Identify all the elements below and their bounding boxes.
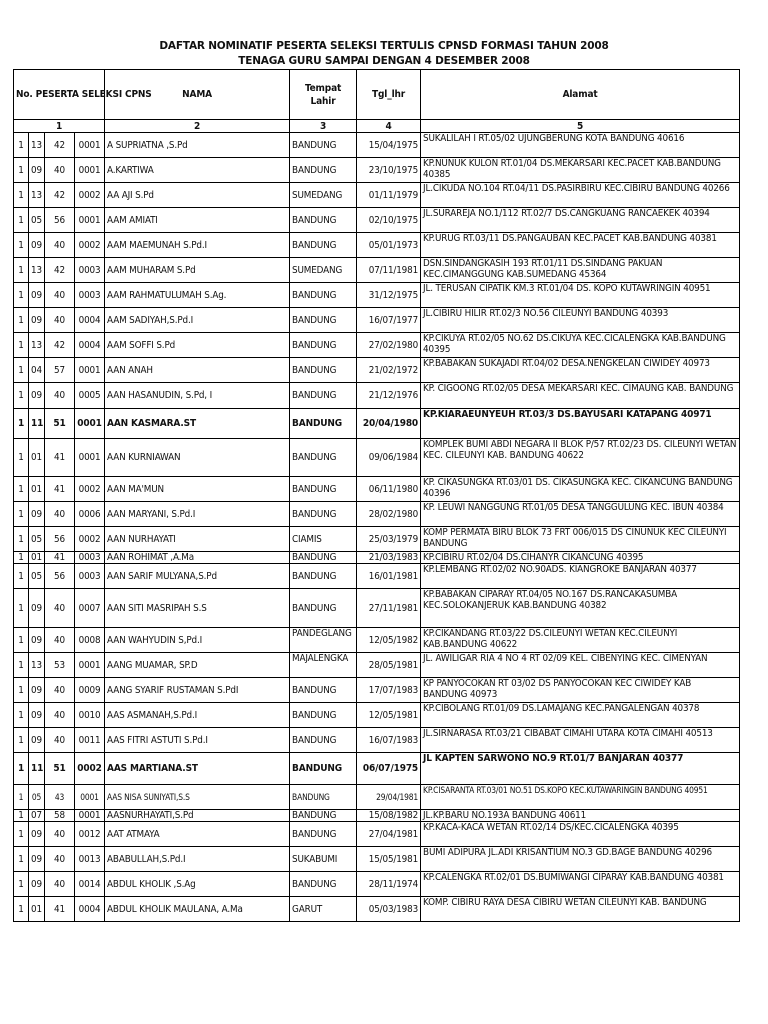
number-part-3: 57 bbox=[45, 358, 75, 383]
number-part-3: 42 bbox=[45, 258, 75, 283]
name-cell: AAS ASMANAH,S.Pd.I bbox=[105, 703, 290, 728]
number-part-4: 0001 bbox=[75, 208, 105, 233]
number-part-1: 1 bbox=[14, 847, 29, 872]
name-cell: ABDUL KHOLIK ,S.Ag bbox=[105, 872, 290, 897]
number-part-4: 0013 bbox=[75, 847, 105, 872]
name-cell: AASNURHAYATI,S.Pd bbox=[105, 810, 290, 822]
number-part-1: 1 bbox=[14, 502, 29, 527]
number-part-4: 0001 bbox=[75, 439, 105, 477]
birthplace-cell: MAJALENGKA bbox=[290, 653, 357, 678]
address-cell: KP.BABAKAN CIPARAY RT.04/05 NO.167 DS.RANCAKASUMBA KEC.SOLOKANJERUK KAB.BANDUNG 40382 bbox=[421, 589, 740, 628]
number-part-3: 53 bbox=[45, 653, 75, 678]
number-part-4: 0001 bbox=[75, 810, 105, 822]
name-cell: AANG SYARIF RUSTAMAN S.PdI bbox=[105, 678, 290, 703]
number-part-4: 0001 bbox=[75, 409, 105, 439]
number-part-1: 1 bbox=[14, 233, 29, 258]
address-cell: KP. CIGOONG RT.02/05 DESA MEKARSARI KEC. CIMAUNG KAB. BANDUNG bbox=[421, 383, 740, 409]
birthdate-cell: 09/06/1984 bbox=[357, 439, 421, 477]
number-part-1: 1 bbox=[14, 785, 29, 810]
column-number: 3 bbox=[290, 120, 357, 133]
birthdate-cell: 16/07/1983 bbox=[357, 728, 421, 753]
name-cell: AAM MUHARAM S.Pd bbox=[105, 258, 290, 283]
column-number: 2 bbox=[105, 120, 290, 133]
number-part-2: 13 bbox=[29, 133, 45, 158]
address-cell: KP.CIBIRU RT.02/04 DS.CIHANYR CIKANCUNG 40395 bbox=[421, 552, 740, 564]
address-cell: KP.CIKUYA RT.02/05 NO.62 DS.CIKUYA KEC.CICALENGKA KAB.BANDUNG 40395 bbox=[421, 333, 740, 358]
birthdate-cell: 05/01/1973 bbox=[357, 233, 421, 258]
birthdate-cell: 07/11/1981 bbox=[357, 258, 421, 283]
number-part-1: 1 bbox=[14, 208, 29, 233]
address-cell: JL.CIBIRU HILIR RT.02/3 NO.56 CILEUNYI BANDUNG 40393 bbox=[421, 308, 740, 333]
number-part-3: 42 bbox=[45, 133, 75, 158]
birthdate-cell: 29/04/1981 bbox=[357, 785, 421, 810]
name-cell: AAS MARTIANA.ST bbox=[105, 753, 290, 785]
number-part-1: 1 bbox=[14, 158, 29, 183]
number-part-3: 40 bbox=[45, 628, 75, 653]
number-part-2: 09 bbox=[29, 383, 45, 409]
number-part-3: 40 bbox=[45, 822, 75, 847]
address-cell: KOMP PERMATA BIRU BLOK 73 FRT 006/015 DS CINUNUK KEC CILEUNYI BANDUNG bbox=[421, 527, 740, 552]
birthplace-cell: BANDUNG bbox=[290, 133, 357, 158]
number-part-1: 1 bbox=[14, 703, 29, 728]
address-cell: BUMI ADIPURA JL.ADI KRISANTIUM NO.3 GD.BAGE BANDUNG 40296 bbox=[421, 847, 740, 872]
birthplace-cell: BANDUNG bbox=[290, 208, 357, 233]
number-part-3: 41 bbox=[45, 552, 75, 564]
number-part-2: 09 bbox=[29, 628, 45, 653]
birthplace-cell: BANDUNG bbox=[290, 728, 357, 753]
number-part-2: 05 bbox=[29, 527, 45, 552]
address-cell: KP.BABAKAN SUKAJADI RT.04/02 DESA.NENGKELAN CIWIDEY 40973 bbox=[421, 358, 740, 383]
number-part-2: 01 bbox=[29, 897, 45, 922]
number-part-3: 42 bbox=[45, 183, 75, 208]
number-part-1: 1 bbox=[14, 439, 29, 477]
address-cell: KP.URUG RT.03/11 DS.PANGAUBAN KEC.PACET KAB.BANDUNG 40381 bbox=[421, 233, 740, 258]
name-cell: AAN ANAH bbox=[105, 358, 290, 383]
table-row bbox=[14, 183, 740, 208]
number-part-4: 0001 bbox=[75, 785, 105, 810]
birthplace-cell: BANDUNG bbox=[290, 333, 357, 358]
header-nama: NAMA bbox=[105, 70, 290, 120]
column-number: 1 bbox=[14, 120, 105, 133]
name-cell: AA AJI S.Pd bbox=[105, 183, 290, 208]
number-part-2: 01 bbox=[29, 552, 45, 564]
number-part-1: 1 bbox=[14, 810, 29, 822]
birthdate-cell: 21/12/1976 bbox=[357, 383, 421, 409]
birthplace-cell: BANDUNG bbox=[290, 872, 357, 897]
number-part-2: 09 bbox=[29, 308, 45, 333]
number-part-2: 09 bbox=[29, 872, 45, 897]
number-part-4: 0002 bbox=[75, 183, 105, 208]
number-part-2: 01 bbox=[29, 439, 45, 477]
birthplace-cell: BANDUNG bbox=[290, 477, 357, 502]
table-row bbox=[14, 383, 740, 409]
name-cell: AAM AMIATI bbox=[105, 208, 290, 233]
name-cell: AAN KASMARA.ST bbox=[105, 409, 290, 439]
table-row bbox=[14, 233, 740, 258]
table-row bbox=[14, 785, 740, 810]
column-number: 4 bbox=[357, 120, 421, 133]
birthdate-cell: 28/05/1981 bbox=[357, 653, 421, 678]
number-part-2: 13 bbox=[29, 183, 45, 208]
table-row bbox=[14, 552, 740, 564]
address-cell: JL. TERUSAN CIPATIK KM.3 RT.01/04 DS. KOPO KUTAWRINGIN 40951 bbox=[421, 283, 740, 308]
number-part-3: 56 bbox=[45, 208, 75, 233]
number-part-2: 13 bbox=[29, 653, 45, 678]
number-part-3: 40 bbox=[45, 589, 75, 628]
number-part-4: 0012 bbox=[75, 822, 105, 847]
birthdate-cell: 16/07/1977 bbox=[357, 308, 421, 333]
number-part-4: 0001 bbox=[75, 158, 105, 183]
number-part-1: 1 bbox=[14, 133, 29, 158]
number-part-2: 04 bbox=[29, 358, 45, 383]
number-part-2: 11 bbox=[29, 409, 45, 439]
number-part-4: 0008 bbox=[75, 628, 105, 653]
number-part-4: 0014 bbox=[75, 872, 105, 897]
birthplace-cell: BANDUNG bbox=[290, 283, 357, 308]
number-part-3: 40 bbox=[45, 678, 75, 703]
number-part-4: 0001 bbox=[75, 653, 105, 678]
number-part-3: 40 bbox=[45, 703, 75, 728]
birthdate-cell: 15/08/1982 bbox=[357, 810, 421, 822]
table-row bbox=[14, 589, 740, 628]
header-alamat: Alamat bbox=[421, 70, 740, 120]
number-part-3: 40 bbox=[45, 847, 75, 872]
number-part-2: 13 bbox=[29, 258, 45, 283]
number-part-3: 40 bbox=[45, 383, 75, 409]
table-row bbox=[14, 897, 740, 922]
address-cell: JL.KP.BARU NO.193A BANDUNG 40611 bbox=[421, 810, 740, 822]
number-part-3: 41 bbox=[45, 897, 75, 922]
number-part-4: 0002 bbox=[75, 527, 105, 552]
birthplace-cell: BANDUNG bbox=[290, 439, 357, 477]
birthplace-cell: BANDUNG bbox=[290, 502, 357, 527]
birthdate-cell: 06/07/1975 bbox=[357, 753, 421, 785]
birthplace-cell: PANDEGLANG bbox=[290, 628, 357, 653]
number-part-1: 1 bbox=[14, 409, 29, 439]
number-part-1: 1 bbox=[14, 589, 29, 628]
number-part-1: 1 bbox=[14, 358, 29, 383]
number-part-4: 0004 bbox=[75, 308, 105, 333]
number-part-4: 0002 bbox=[75, 233, 105, 258]
name-cell: AAS NISA SUNIYATI,S.S bbox=[105, 785, 290, 810]
number-part-4: 0001 bbox=[75, 133, 105, 158]
name-cell: AAN ROHIMAT ,A.Ma bbox=[105, 552, 290, 564]
number-part-2: 09 bbox=[29, 728, 45, 753]
address-cell: JL. AWILIGAR RIA 4 NO 4 RT 02/09 KEL. CIBENYING KEC. CIMENYAN bbox=[421, 653, 740, 678]
table-row bbox=[14, 439, 740, 477]
number-part-1: 1 bbox=[14, 728, 29, 753]
number-part-2: 09 bbox=[29, 233, 45, 258]
number-part-1: 1 bbox=[14, 308, 29, 333]
address-cell: JL.CIKUDA NO.104 RT.04/11 DS.PASIRBIRU KEC.CIBIRU BANDUNG 40266 bbox=[421, 183, 740, 208]
header-row bbox=[14, 70, 740, 120]
name-cell: A.KARTIWA bbox=[105, 158, 290, 183]
table-row bbox=[14, 358, 740, 383]
name-cell: AAN SITI MASRIPAH S.S bbox=[105, 589, 290, 628]
number-part-4: 0002 bbox=[75, 477, 105, 502]
birthplace-cell: SUMEDANG bbox=[290, 183, 357, 208]
number-part-1: 1 bbox=[14, 822, 29, 847]
table-row bbox=[14, 502, 740, 527]
table-row bbox=[14, 133, 740, 158]
address-cell: KP.KIARAEUNYEUH RT.03/3 DS.BAYUSARI KATAPANG 40971 bbox=[421, 409, 740, 439]
number-part-3: 56 bbox=[45, 527, 75, 552]
table-row bbox=[14, 308, 740, 333]
birthdate-cell: 12/05/1982 bbox=[357, 628, 421, 653]
birthplace-cell: CIAMIS bbox=[290, 527, 357, 552]
birthdate-cell: 25/03/1979 bbox=[357, 527, 421, 552]
number-part-1: 1 bbox=[14, 258, 29, 283]
number-part-3: 40 bbox=[45, 283, 75, 308]
number-part-4: 0003 bbox=[75, 552, 105, 564]
number-part-1: 1 bbox=[14, 333, 29, 358]
birthplace-cell: BANDUNG bbox=[290, 552, 357, 564]
number-part-1: 1 bbox=[14, 628, 29, 653]
birthdate-cell: 06/11/1980 bbox=[357, 477, 421, 502]
birthplace-cell: GARUT bbox=[290, 897, 357, 922]
address-cell: KOMP. CIBIRU RAYA DESA CIBIRU WETAN CILEUNYI KAB. BANDUNG bbox=[421, 897, 740, 922]
number-part-1: 1 bbox=[14, 383, 29, 409]
address-cell: KP.CIBOLANG RT.01/09 DS.LAMAJANG KEC.PANGALENGAN 40378 bbox=[421, 703, 740, 728]
number-part-2: 09 bbox=[29, 502, 45, 527]
number-part-4: 0003 bbox=[75, 564, 105, 589]
birthdate-cell: 16/01/1981 bbox=[357, 564, 421, 589]
table-row bbox=[14, 477, 740, 502]
number-part-2: 01 bbox=[29, 477, 45, 502]
table-row bbox=[14, 678, 740, 703]
table-row bbox=[14, 753, 740, 785]
number-part-4: 0003 bbox=[75, 283, 105, 308]
number-part-1: 1 bbox=[14, 753, 29, 785]
number-part-2: 09 bbox=[29, 589, 45, 628]
address-cell: DSN.SINDANGKASIH 193 RT.01/11 DS.SINDANG PAKUAN KEC.CIMANGGUNG KAB.SUMEDANG 45364 bbox=[421, 258, 740, 283]
number-part-2: 05 bbox=[29, 208, 45, 233]
name-cell: AAN NURHAYATI bbox=[105, 527, 290, 552]
number-part-2: 07 bbox=[29, 810, 45, 822]
birthplace-cell: BANDUNG bbox=[290, 703, 357, 728]
header-tempat-lahir: Tempat Lahir bbox=[290, 70, 357, 120]
birthdate-cell: 17/07/1983 bbox=[357, 678, 421, 703]
table-row bbox=[14, 158, 740, 183]
name-cell: AAN HASANUDIN, S.Pd, I bbox=[105, 383, 290, 409]
number-part-2: 05 bbox=[29, 785, 45, 810]
table-row bbox=[14, 208, 740, 233]
birthplace-cell: SUMEDANG bbox=[290, 258, 357, 283]
number-part-1: 1 bbox=[14, 552, 29, 564]
table-row bbox=[14, 564, 740, 589]
number-part-4: 0004 bbox=[75, 897, 105, 922]
number-part-1: 1 bbox=[14, 653, 29, 678]
birthdate-cell: 21/03/1983 bbox=[357, 552, 421, 564]
number-part-4: 0009 bbox=[75, 678, 105, 703]
table-row bbox=[14, 333, 740, 358]
address-cell: KP.CIKANDANG RT.03/22 DS.CILEUNYI WETAN KEC.CILEUNYI KAB.BANDUNG 40622 bbox=[421, 628, 740, 653]
birthdate-cell: 20/04/1980 bbox=[357, 409, 421, 439]
name-cell: AAN SARIF MULYANA,S.Pd bbox=[105, 564, 290, 589]
number-part-3: 40 bbox=[45, 728, 75, 753]
birthplace-cell: BANDUNG bbox=[290, 233, 357, 258]
birthdate-cell: 15/05/1981 bbox=[357, 847, 421, 872]
number-part-3: 40 bbox=[45, 872, 75, 897]
name-cell: AAM MAEMUNAH S.Pd.I bbox=[105, 233, 290, 258]
number-part-1: 1 bbox=[14, 678, 29, 703]
name-cell: AAN MA'MUN bbox=[105, 477, 290, 502]
birthdate-cell: 02/10/1975 bbox=[357, 208, 421, 233]
number-part-3: 42 bbox=[45, 333, 75, 358]
address-cell: JL KAPTEN SARWONO NO.9 RT.01/7 BANJARAN 40377 bbox=[421, 753, 740, 785]
number-part-1: 1 bbox=[14, 564, 29, 589]
birthdate-cell: 23/10/1975 bbox=[357, 158, 421, 183]
birthdate-cell: 28/02/1980 bbox=[357, 502, 421, 527]
number-part-3: 40 bbox=[45, 502, 75, 527]
number-part-3: 58 bbox=[45, 810, 75, 822]
table-row bbox=[14, 409, 740, 439]
birthdate-cell: 27/11/1981 bbox=[357, 589, 421, 628]
name-cell: AAN KURNIAWAN bbox=[105, 439, 290, 477]
column-number-row bbox=[14, 120, 740, 133]
address-cell: KP.CALENGKA RT.02/01 DS.BUMIWANGI CIPARAY KAB.BANDUNG 40381 bbox=[421, 872, 740, 897]
name-cell: AAS FITRI ASTUTI S.Pd.I bbox=[105, 728, 290, 753]
number-part-2: 09 bbox=[29, 678, 45, 703]
birthplace-cell: BANDUNG bbox=[290, 409, 357, 439]
number-part-3: 40 bbox=[45, 308, 75, 333]
number-part-4: 0005 bbox=[75, 383, 105, 409]
address-cell: KP.KACA-KACA WETAN RT.02/14 DS/KEC.CICALENGKA 40395 bbox=[421, 822, 740, 847]
birthplace-cell: BANDUNG bbox=[290, 308, 357, 333]
table-row bbox=[14, 283, 740, 308]
number-part-3: 41 bbox=[45, 477, 75, 502]
birthplace-cell: BANDUNG bbox=[290, 678, 357, 703]
number-part-3: 51 bbox=[45, 753, 75, 785]
birthplace-cell: BANDUNG bbox=[290, 822, 357, 847]
document-title: DAFTAR NOMINATIF PESERTA SELEKSI TERTULIS CPNSD FORMASI TAHUN 2008 bbox=[159, 40, 609, 52]
birthplace-cell: BANDUNG bbox=[290, 358, 357, 383]
number-part-3: 43 bbox=[45, 785, 75, 810]
birthdate-cell: 21/02/1972 bbox=[357, 358, 421, 383]
birthplace-cell: BANDUNG bbox=[290, 589, 357, 628]
column-number: 5 bbox=[421, 120, 740, 133]
number-part-4: 0006 bbox=[75, 502, 105, 527]
name-cell: AAM SADIYAH,S.Pd.I bbox=[105, 308, 290, 333]
name-cell: AAN WAHYUDIN S,Pd.I bbox=[105, 628, 290, 653]
number-part-4: 0003 bbox=[75, 258, 105, 283]
table-row bbox=[14, 258, 740, 283]
birthdate-cell: 01/11/1979 bbox=[357, 183, 421, 208]
birthplace-cell: BANDUNG bbox=[290, 383, 357, 409]
number-part-1: 1 bbox=[14, 183, 29, 208]
table-row bbox=[14, 822, 740, 847]
number-part-2: 09 bbox=[29, 822, 45, 847]
number-part-3: 40 bbox=[45, 158, 75, 183]
number-part-1: 1 bbox=[14, 897, 29, 922]
birthdate-cell: 31/12/1975 bbox=[357, 283, 421, 308]
birthdate-cell: 28/11/1974 bbox=[357, 872, 421, 897]
table-row bbox=[14, 628, 740, 653]
table-row bbox=[14, 653, 740, 678]
name-cell: AANG MUAMAR, SP.D bbox=[105, 653, 290, 678]
number-part-4: 0004 bbox=[75, 333, 105, 358]
number-part-2: 05 bbox=[29, 564, 45, 589]
number-part-3: 40 bbox=[45, 233, 75, 258]
name-cell: AAT ATMAYA bbox=[105, 822, 290, 847]
number-part-1: 1 bbox=[14, 477, 29, 502]
table-row bbox=[14, 810, 740, 822]
number-part-4: 0011 bbox=[75, 728, 105, 753]
name-cell: A SUPRIATNA ,S.Pd bbox=[105, 133, 290, 158]
number-part-3: 51 bbox=[45, 409, 75, 439]
address-cell: JL.SURAREJA NO.1/112 RT.02/7 DS.CANGKUANG RANCAEKEK 40394 bbox=[421, 208, 740, 233]
document-subtitle: TENAGA GURU SAMPAI DENGAN 4 DESEMBER 2008 bbox=[238, 55, 530, 67]
address-cell: JL.SIRNARASA RT.03/21 CIBABAT CIMAHI UTARA KOTA CIMAHI 40513 bbox=[421, 728, 740, 753]
number-part-4: 0010 bbox=[75, 703, 105, 728]
table-row bbox=[14, 703, 740, 728]
number-part-2: 09 bbox=[29, 158, 45, 183]
birthplace-cell: BANDUNG bbox=[290, 753, 357, 785]
birthplace-cell: BANDUNG bbox=[290, 564, 357, 589]
birthdate-cell: 12/05/1981 bbox=[357, 703, 421, 728]
number-part-1: 1 bbox=[14, 527, 29, 552]
address-cell: KP.CISARANTA RT.03/01 NO.51 DS.KOPO KEC.KUTAWARINGIN BANDUNG 40951 bbox=[421, 785, 740, 810]
number-part-2: 11 bbox=[29, 753, 45, 785]
header-tgl-lhr: Tgl_lhr bbox=[357, 70, 421, 120]
number-part-4: 0002 bbox=[75, 753, 105, 785]
nominative-table bbox=[13, 69, 740, 922]
number-part-4: 0001 bbox=[75, 358, 105, 383]
number-part-2: 09 bbox=[29, 703, 45, 728]
name-cell: AAN MARYANI, S.Pd.I bbox=[105, 502, 290, 527]
number-part-2: 09 bbox=[29, 283, 45, 308]
table-row bbox=[14, 527, 740, 552]
birthplace-cell: SUKABUMI bbox=[290, 847, 357, 872]
name-cell: ABABULLAH,S.Pd.I bbox=[105, 847, 290, 872]
number-part-3: 41 bbox=[45, 439, 75, 477]
number-part-1: 1 bbox=[14, 283, 29, 308]
name-cell: ABDUL KHOLIK MAULANA, A.Ma bbox=[105, 897, 290, 922]
address-cell: KP.LEMBANG RT.02/02 NO.90ADS. KIANGROKE BANJARAN 40377 bbox=[421, 564, 740, 589]
name-cell: AAM RAHMATULUMAH S.Ag. bbox=[105, 283, 290, 308]
address-cell: KOMPLEK BUMI ABDI NEGARA II BLOK P/57 RT.02/23 DS. CILEUNYI WETAN KEC. CILEUNYI KAB. BANDUNG 40622 bbox=[421, 439, 740, 477]
name-cell: AAM SOFFI S.Pd bbox=[105, 333, 290, 358]
birthdate-cell: 15/04/1975 bbox=[357, 133, 421, 158]
birthdate-cell: 27/02/1980 bbox=[357, 333, 421, 358]
table-row bbox=[14, 728, 740, 753]
number-part-2: 13 bbox=[29, 333, 45, 358]
number-part-4: 0007 bbox=[75, 589, 105, 628]
header-no-peserta: No. PESERTA SELEKSI CPNS bbox=[14, 70, 105, 120]
address-cell: KP. LEUWI NANGGUNG RT.01/05 DESA TANGGULUNG KEC. IBUN 40384 bbox=[421, 502, 740, 527]
birthplace-cell: BANDUNG bbox=[290, 810, 357, 822]
table-row bbox=[14, 847, 740, 872]
address-cell: KP PANYOCOKAN RT 03/02 DS PANYOCOKAN KEC CIWIDEY KAB BANDUNG 40973 bbox=[421, 678, 740, 703]
number-part-3: 56 bbox=[45, 564, 75, 589]
number-part-1: 1 bbox=[14, 872, 29, 897]
birthplace-cell: BANDUNG bbox=[290, 785, 357, 810]
birthdate-cell: 05/03/1983 bbox=[357, 897, 421, 922]
birthdate-cell: 27/04/1981 bbox=[357, 822, 421, 847]
table-row bbox=[14, 872, 740, 897]
number-part-2: 09 bbox=[29, 847, 45, 872]
birthplace-cell: BANDUNG bbox=[290, 158, 357, 183]
address-cell: SUKALILAH I RT.05/02 UJUNGBERUNG KOTA BANDUNG 40616 bbox=[421, 133, 740, 158]
address-cell: KP.NUNUK KULON RT.01/04 DS.MEKARSARI KEC.PACET KAB.BANDUNG 40385 bbox=[421, 158, 740, 183]
address-cell: KP. CIKASUNGKA RT.03/01 DS. CIKASUNGKA KEC. CIKANCUNG BANDUNG 40396 bbox=[421, 477, 740, 502]
